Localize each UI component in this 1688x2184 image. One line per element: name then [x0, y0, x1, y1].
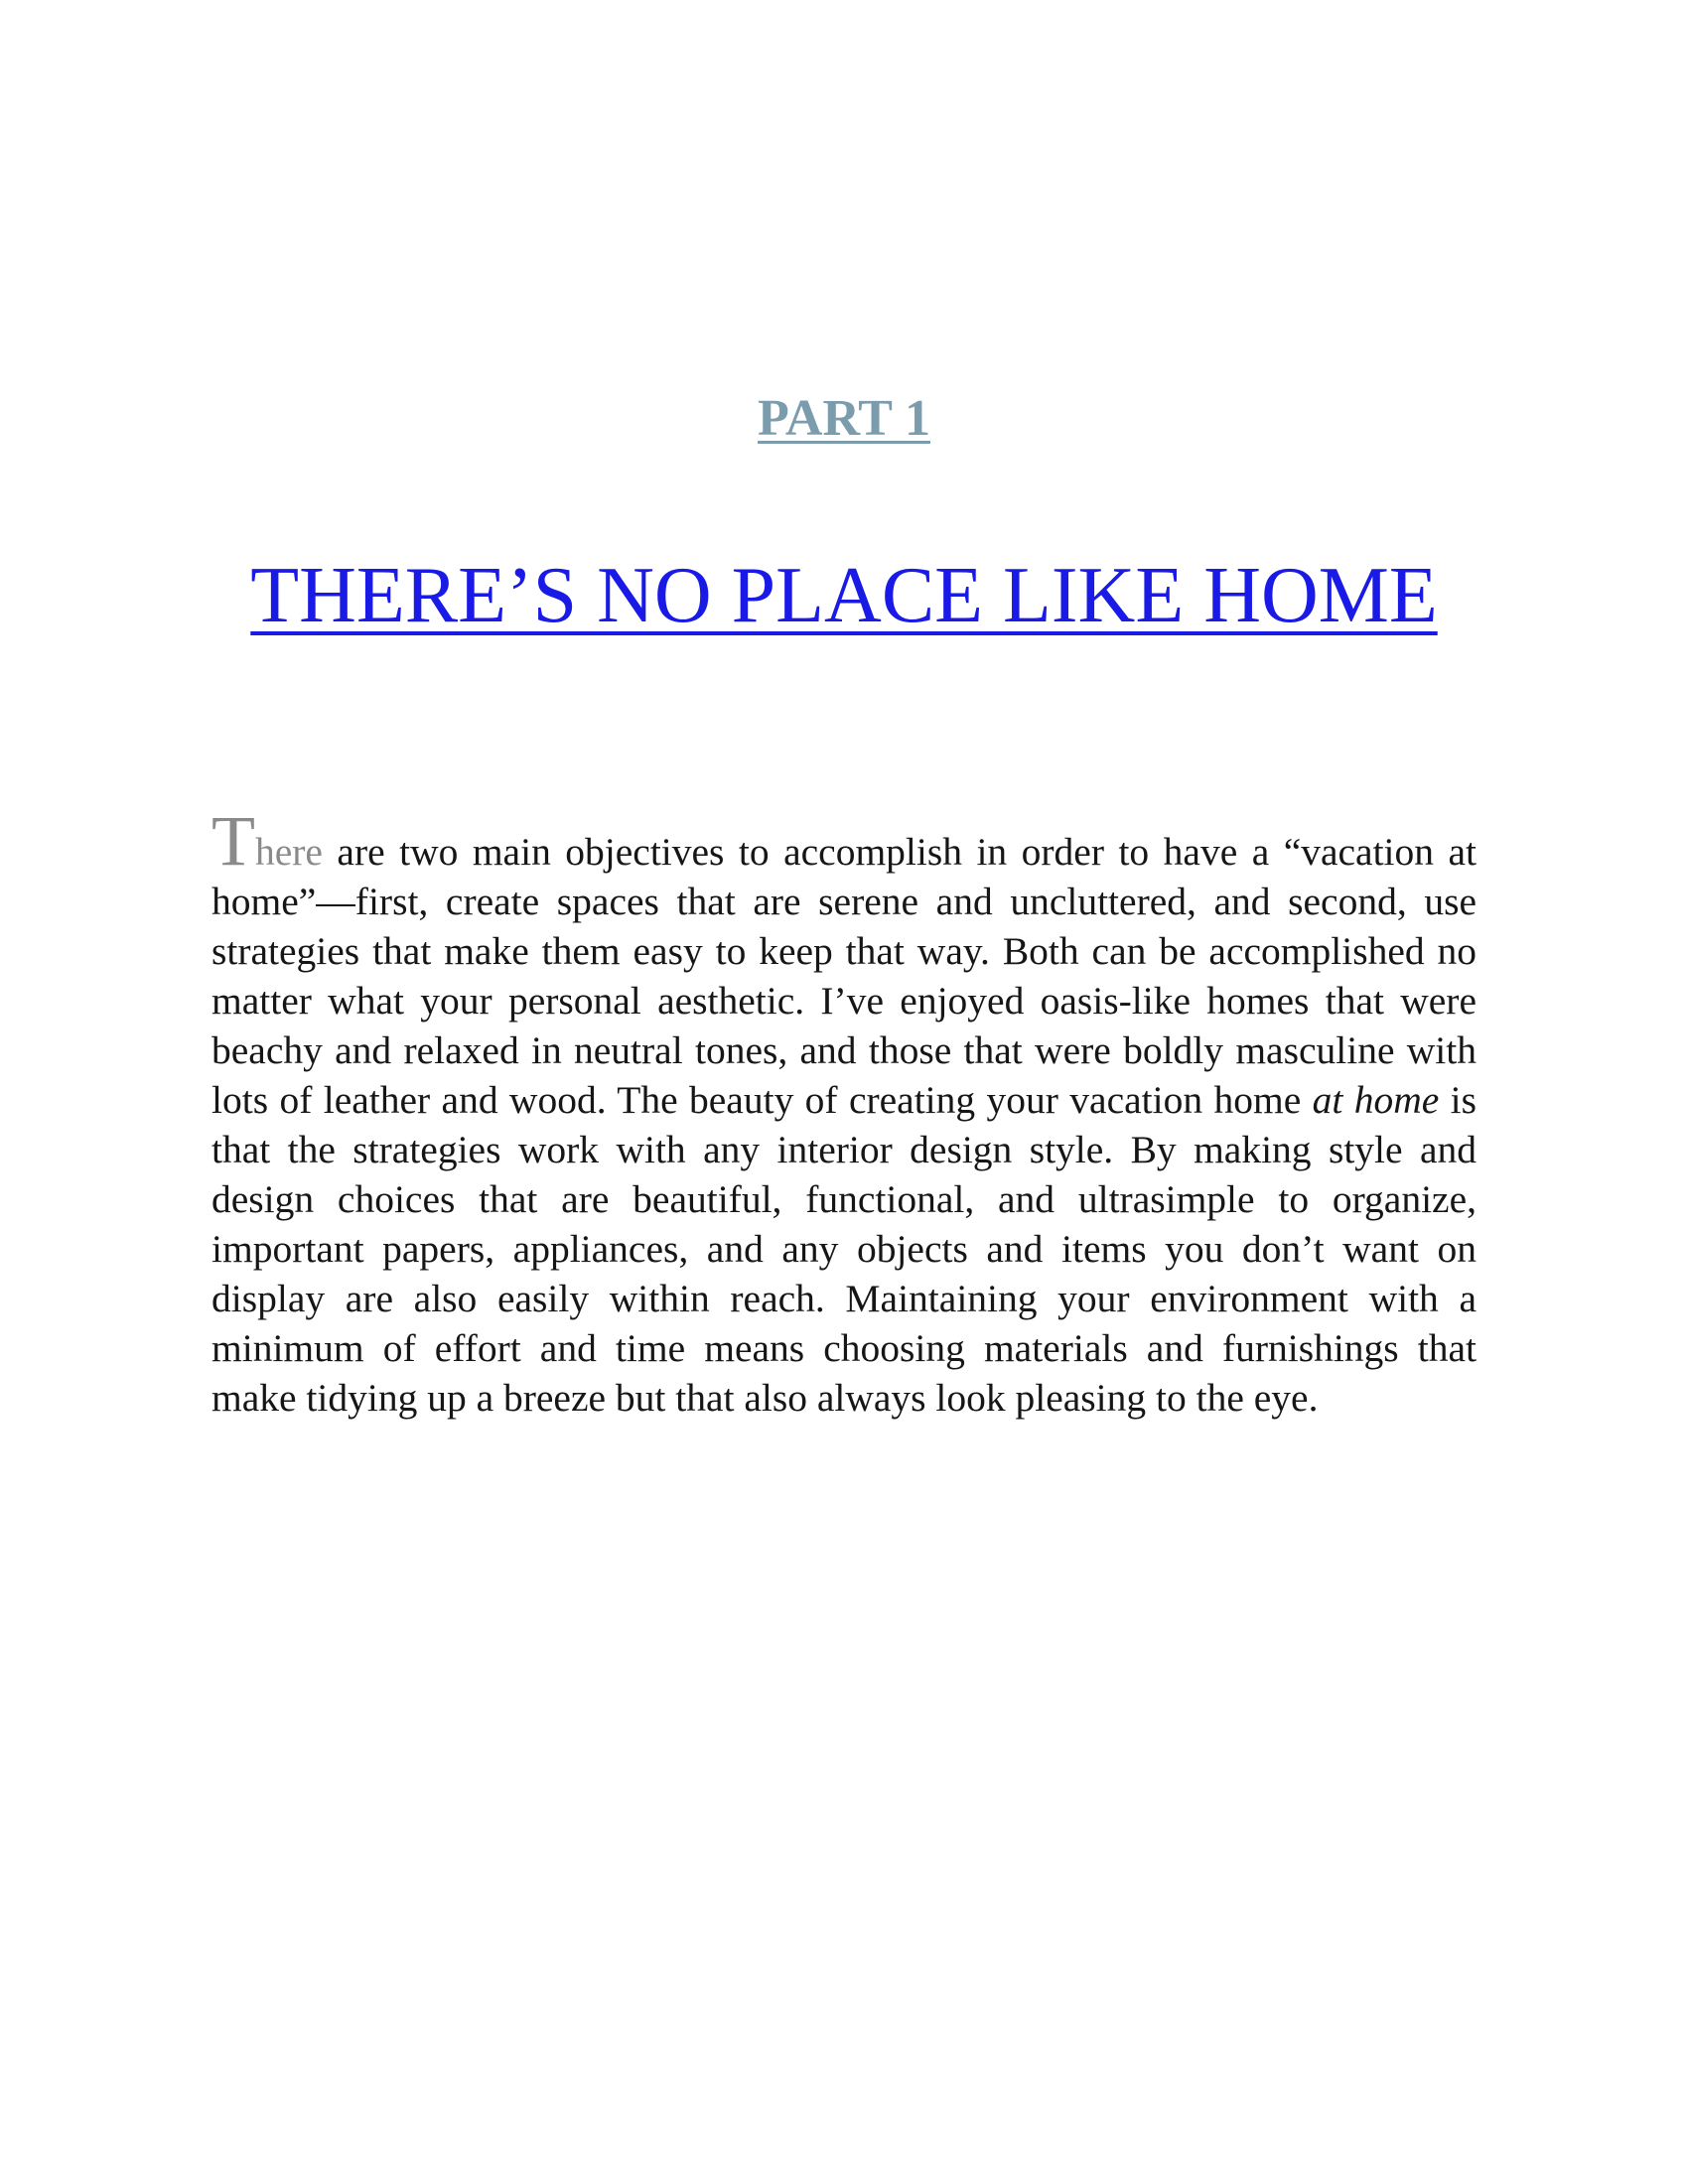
lead-in-text: here [254, 830, 323, 874]
chapter-title-link[interactable]: THERE’S NO PLACE LIKE HOME [250, 552, 1438, 639]
part-heading [0, 389, 1688, 449]
paragraph-text-end: is that the strategies work with any interior design style. By making style and design choices that are beautiful, functional, and ultrasimple to organize, important papers, appliances, and any objects and items you don’t want on display are also easily within reach. Maintaining your environment with a minimum of effort and time means choosing materials and furnishings that make tidying up a breeze but that also always look pleasing to the eye. [211, 1078, 1477, 1420]
italic-phrase: at home [1312, 1078, 1440, 1122]
paragraph-text-start: are two main objectives to accomplish in order to have a “vacation at home”—first, create spaces that are serene and uncluttered, and second, use strategies that make them easy to keep that way. Both can be accomplished no matter what your personal aesthetic. I’ve enjoyed oasis-like homes that were beachy and relaxed in neutral tones, and those that were boldly masculine with lots of leather and wood. The beauty of creating your vacation home [211, 830, 1477, 1122]
part-heading-link[interactable]: PART 1 [758, 390, 930, 447]
chapter-title [0, 548, 1688, 643]
body-paragraph [211, 801, 1477, 1423]
drop-cap: T [211, 801, 255, 881]
